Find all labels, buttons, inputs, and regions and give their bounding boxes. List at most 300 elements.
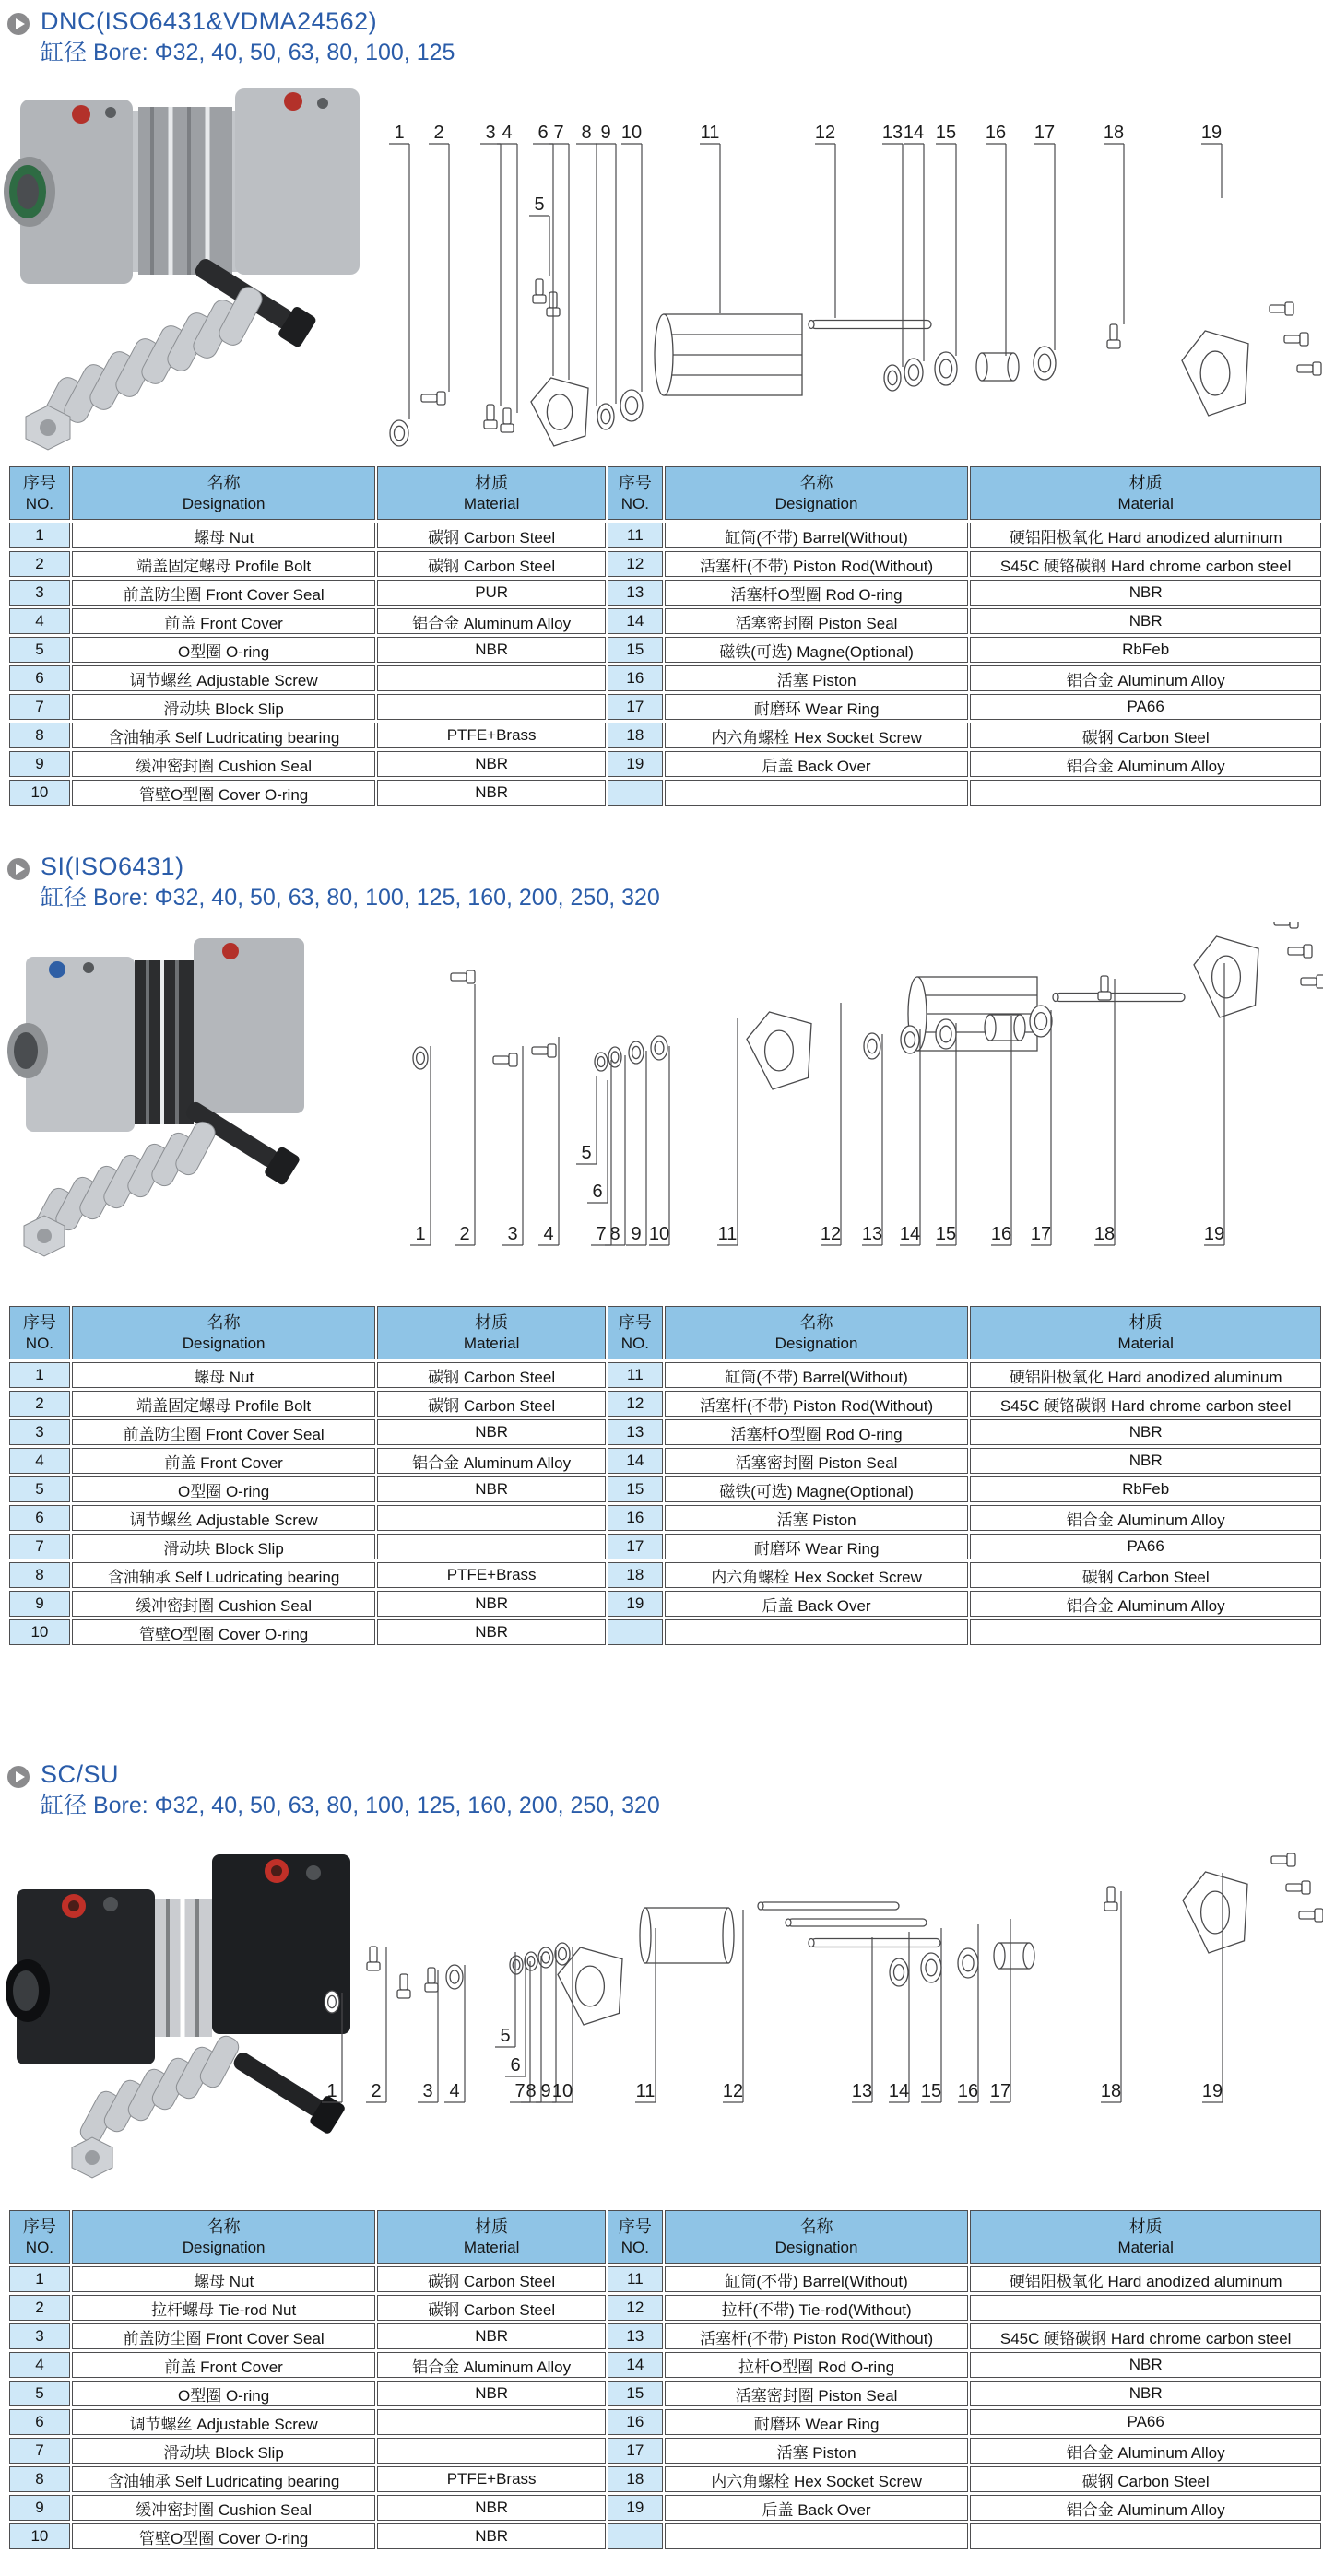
material-cell: 铝合金 Aluminum Alloy (377, 608, 606, 634)
material-cell: PTFE+Brass (377, 1562, 606, 1588)
designation-cell: O型圈 O-ring (72, 2381, 376, 2406)
material-cell: PTFE+Brass (377, 2466, 606, 2492)
designation-cell: 前盖 Front Cover (72, 1448, 376, 1474)
table-row (9, 751, 1321, 777)
exploded-diagram-scsu (322, 1853, 1323, 2102)
material-cell (377, 2409, 606, 2435)
row-number-cell: 9 (9, 2495, 70, 2521)
material-cell: 铝合金 Aluminum Alloy (377, 2352, 606, 2378)
callout-number: 5 (534, 194, 545, 215)
callout-number: 11 (635, 2081, 656, 2101)
row-number-cell: 16 (608, 665, 663, 691)
designation-cell: 端盖固定螺母 Profile Bolt (72, 1391, 376, 1417)
callout-number: 2 (371, 2081, 382, 2101)
material-cell: 碳钢 Carbon Steel (377, 551, 606, 577)
row-number-cell: 11 (608, 2266, 663, 2292)
material-cell: NBR (377, 2381, 606, 2406)
section-bore: 缸径 Bore: Φ32, 40, 50, 63, 80, 100, 125, 160, 200, 250, 320 (41, 1793, 660, 1819)
designation-cell: 管壁O型圈 Cover O-ring (72, 2523, 376, 2549)
row-number-cell: 16 (608, 1505, 663, 1531)
designation-cell: 活塞杆(不带) Piston Rod(Without) (665, 551, 969, 577)
material-cell: RbFeb (970, 1476, 1321, 1502)
row-number-cell: 8 (9, 1562, 70, 1588)
play-bullet-icon (7, 1766, 30, 1788)
material-cell (377, 1505, 606, 1531)
designation-cell: 管壁O型圈 Cover O-ring (72, 780, 376, 806)
section-header-scsu (7, 1760, 660, 1820)
header-label-cn: 名称 (799, 1313, 833, 1333)
row-number-cell: 19 (608, 751, 663, 777)
row-number-cell: 17 (608, 694, 663, 720)
material-cell: 硬铝阳极氧化 Hard anodized aluminum (970, 523, 1321, 548)
material-cell: 铝合金 Aluminum Alloy (970, 1505, 1321, 1531)
header-label-en: Designation (182, 2238, 266, 2256)
callout-number: 5 (581, 1143, 592, 1163)
material-cell: NBR (377, 1476, 606, 1502)
callout-number: 18 (1100, 2081, 1122, 2101)
exploded-diagram-si (410, 922, 1323, 1245)
callout-number: 8 (609, 1224, 620, 1244)
material-cell: NBR (970, 1419, 1321, 1445)
designation-cell: 活塞 Piston (665, 1505, 969, 1531)
callout-number: 10 (648, 1224, 670, 1244)
callout-number: 10 (620, 123, 643, 143)
figure-dnc (0, 65, 1323, 463)
header-label-cn: 材质 (475, 2217, 509, 2237)
product-photo-si (7, 938, 304, 1256)
row-number-cell: 2 (9, 2295, 70, 2321)
designation-cell: 调节螺丝 Adjustable Screw (72, 665, 376, 691)
designation-cell (665, 780, 969, 806)
row-number-cell: 5 (9, 1476, 70, 1502)
designation-cell: 含油轴承 Self Ludricating bearing (72, 1562, 376, 1588)
parts-table (7, 464, 1323, 808)
section-title: SI(ISO6431) (41, 853, 184, 880)
designation-header (72, 466, 376, 520)
designation-cell: 滑动块 Block Slip (72, 2438, 376, 2464)
header-label-en: NO. (620, 1334, 649, 1352)
table-row (9, 1476, 1321, 1502)
row-number-cell: 12 (608, 2295, 663, 2321)
row-number-cell: 12 (608, 551, 663, 577)
header-label-en: Material (463, 2238, 520, 2256)
row-number-cell: 3 (9, 2323, 70, 2349)
row-number-cell (608, 780, 663, 806)
designation-cell: 螺母 Nut (72, 2266, 376, 2292)
designation-cell: 活塞杆O型圈 Rod O-ring (665, 1419, 969, 1445)
section-title: SC/SU (41, 1760, 120, 1788)
callout-number: 13 (861, 1224, 883, 1244)
callout-number: 14 (899, 1224, 921, 1244)
designation-cell: 内六角螺栓 Hex Socket Screw (665, 723, 969, 748)
callout-number: 11 (700, 123, 720, 143)
header-label-cn: 材质 (1128, 1313, 1163, 1333)
material-cell: NBR (377, 637, 606, 663)
row-number-cell: 17 (608, 1534, 663, 1559)
table-row (9, 2323, 1321, 2349)
header-label-cn: 序号 (22, 2217, 56, 2237)
callout-number: 12 (814, 123, 836, 143)
designation-cell: 活塞 Piston (665, 665, 969, 691)
row-number-cell: 3 (9, 1419, 70, 1445)
callout-number: 12 (820, 1224, 842, 1244)
row-number-cell: 13 (608, 2323, 663, 2349)
row-number-cell: 1 (9, 1362, 70, 1388)
callout-number: 11 (717, 1224, 738, 1244)
callout-number: 10 (551, 2081, 573, 2101)
row-number-cell: 18 (608, 2466, 663, 2492)
header-label-en: NO. (620, 2238, 649, 2256)
header-label-en: Designation (774, 2238, 858, 2256)
callout-number: 4 (502, 123, 513, 143)
play-bullet-icon (7, 13, 30, 35)
callout-number: 4 (449, 2081, 460, 2101)
designation-cell: 缸筒(不带) Barrel(Without) (665, 2266, 969, 2292)
material-cell: PA66 (970, 2409, 1321, 2435)
header-label-cn: 名称 (207, 474, 241, 493)
table-row (9, 1505, 1321, 1531)
callout-number: 1 (394, 123, 405, 143)
table-row (9, 637, 1321, 663)
row-number-cell: 4 (9, 608, 70, 634)
header-label-cn: 序号 (22, 1313, 56, 1333)
callout-number: 4 (543, 1224, 554, 1244)
material-header (377, 1306, 606, 1359)
material-cell: NBR (377, 1419, 606, 1445)
designation-cell: O型圈 O-ring (72, 637, 376, 663)
section-bore: 缸径 Bore: Φ32, 40, 50, 63, 80, 100, 125 (41, 40, 455, 66)
row-number-cell: 9 (9, 751, 70, 777)
callout-number: 16 (985, 123, 1007, 143)
designation-cell: 含油轴承 Self Ludricating bearing (72, 2466, 376, 2492)
table-row (9, 2523, 1321, 2549)
no-header (9, 1306, 70, 1359)
material-cell: NBR (970, 2381, 1321, 2406)
row-number-cell: 2 (9, 1391, 70, 1417)
row-number-cell: 5 (9, 637, 70, 663)
header-label-en: NO. (25, 1334, 54, 1352)
row-number-cell: 1 (9, 523, 70, 548)
parts-table (7, 2207, 1323, 2552)
material-cell: NBR (377, 2495, 606, 2521)
callout-number: 7 (514, 2081, 526, 2101)
designation-cell: 活塞杆(不带) Piston Rod(Without) (665, 2323, 969, 2349)
callout-number: 2 (459, 1224, 470, 1244)
row-number-cell: 1 (9, 2266, 70, 2292)
header-label-cn: 材质 (475, 474, 509, 493)
callout-number: 8 (526, 2081, 537, 2101)
row-number-cell: 11 (608, 1362, 663, 1388)
table-row (9, 665, 1321, 691)
row-number-cell: 19 (608, 1591, 663, 1617)
callout-number: 17 (1030, 1224, 1052, 1244)
header-label-cn: 材质 (1128, 2217, 1163, 2237)
designation-cell: 缸筒(不带) Barrel(Without) (665, 1362, 969, 1388)
callout-number: 13 (881, 123, 904, 143)
callout-number: 17 (1034, 123, 1056, 143)
callout-number: 16 (990, 1224, 1012, 1244)
material-cell: 碳钢 Carbon Steel (970, 2466, 1321, 2492)
header-label-cn: 名称 (799, 2217, 833, 2237)
designation-cell: 活塞杆O型圈 Rod O-ring (665, 580, 969, 606)
row-number-cell: 7 (9, 694, 70, 720)
product-photo-dnc (4, 88, 360, 450)
callout-number: 6 (510, 2055, 521, 2076)
material-cell: RbFeb (970, 637, 1321, 663)
material-cell: S45C 硬铬碳钢 Hard chrome carbon steel (970, 2323, 1321, 2349)
table-row (9, 1391, 1321, 1417)
material-cell: 碳钢 Carbon Steel (377, 2295, 606, 2321)
row-number-cell (608, 2523, 663, 2549)
header-label-en: Designation (774, 494, 858, 512)
designation-cell: 后盖 Back Over (665, 1591, 969, 1617)
row-number-cell: 15 (608, 2381, 663, 2406)
designation-cell: 调节螺丝 Adjustable Screw (72, 1505, 376, 1531)
designation-cell: 螺母 Nut (72, 523, 376, 548)
header-label-en: Material (1117, 494, 1174, 512)
table-row (9, 2495, 1321, 2521)
designation-header (665, 2210, 969, 2264)
callout-number: 15 (935, 123, 957, 143)
table-row (9, 2409, 1321, 2435)
table-row (9, 1562, 1321, 1588)
callout-number: 19 (1200, 123, 1223, 143)
material-cell: NBR (377, 780, 606, 806)
table-row (9, 2438, 1321, 2464)
header-label-en: Material (1117, 1334, 1174, 1352)
material-header (970, 1306, 1321, 1359)
row-number-cell: 3 (9, 580, 70, 606)
material-cell (377, 665, 606, 691)
row-number-cell: 13 (608, 1419, 663, 1445)
designation-cell: O型圈 O-ring (72, 1476, 376, 1502)
material-cell: 硬铝阳极氧化 Hard anodized aluminum (970, 1362, 1321, 1388)
table-row (9, 2266, 1321, 2292)
material-header (970, 2210, 1321, 2264)
row-number-cell: 8 (9, 2466, 70, 2492)
row-number-cell: 6 (9, 1505, 70, 1531)
material-cell: 碳钢 Carbon Steel (377, 1391, 606, 1417)
row-number-cell (608, 1619, 663, 1645)
callout-number: 17 (989, 2081, 1011, 2101)
row-number-cell: 10 (9, 2523, 70, 2549)
callout-number: 3 (422, 2081, 433, 2101)
callout-number: 14 (903, 123, 925, 143)
row-number-cell: 6 (9, 665, 70, 691)
table-row (9, 1619, 1321, 1645)
designation-header (72, 1306, 376, 1359)
material-cell: 碳钢 Carbon Steel (377, 1362, 606, 1388)
table-row (9, 1362, 1321, 1388)
designation-cell: 前盖防尘圈 Front Cover Seal (72, 1419, 376, 1445)
section-title: DNC(ISO6431&VDMA24562) (41, 7, 378, 35)
row-number-cell: 12 (608, 1391, 663, 1417)
header-label-cn: 材质 (475, 1313, 509, 1333)
designation-cell (665, 1619, 969, 1645)
callout-number: 3 (507, 1224, 518, 1244)
row-number-cell: 15 (608, 637, 663, 663)
table-row (9, 1419, 1321, 1445)
table-row (9, 2295, 1321, 2321)
material-cell: 铝合金 Aluminum Alloy (377, 1448, 606, 1474)
designation-cell: 滑动块 Block Slip (72, 1534, 376, 1559)
material-cell: PTFE+Brass (377, 723, 606, 748)
row-number-cell: 15 (608, 1476, 663, 1502)
designation-cell: 含油轴承 Self Ludricating bearing (72, 723, 376, 748)
material-cell (377, 1534, 606, 1559)
material-cell: PA66 (970, 1534, 1321, 1559)
no-header (608, 466, 663, 520)
designation-cell: 后盖 Back Over (665, 2495, 969, 2521)
designation-cell: 缸筒(不带) Barrel(Without) (665, 523, 969, 548)
header-label-cn: 名称 (207, 1313, 241, 1333)
exploded-diagram-dnc (389, 123, 1321, 446)
section-header-dnc (7, 7, 455, 67)
designation-cell: 滑动块 Block Slip (72, 694, 376, 720)
row-number-cell: 13 (608, 580, 663, 606)
designation-cell: 耐磨环 Wear Ring (665, 694, 969, 720)
designation-header (72, 2210, 376, 2264)
callout-number: 2 (433, 123, 444, 143)
table-row (9, 723, 1321, 748)
header-label-en: Designation (182, 494, 266, 512)
material-header (377, 2210, 606, 2264)
designation-cell: 拉杆(不带) Tie-rod(Without) (665, 2295, 969, 2321)
row-number-cell: 16 (608, 2409, 663, 2435)
row-number-cell: 2 (9, 551, 70, 577)
callout-number: 5 (500, 2026, 511, 2046)
row-number-cell: 10 (9, 1619, 70, 1645)
no-header (608, 1306, 663, 1359)
callout-number: 15 (935, 1224, 957, 1244)
parts-table (7, 1303, 1323, 1648)
row-number-cell: 4 (9, 1448, 70, 1474)
designation-cell: 螺母 Nut (72, 1362, 376, 1388)
designation-cell: 拉杆螺母 Tie-rod Nut (72, 2295, 376, 2321)
material-cell: 铝合金 Aluminum Alloy (970, 1591, 1321, 1617)
material-cell (377, 694, 606, 720)
material-cell: 铝合金 Aluminum Alloy (970, 2495, 1321, 2521)
row-number-cell: 18 (608, 723, 663, 748)
material-cell: PA66 (970, 694, 1321, 720)
designation-cell: 缓冲密封圈 Cushion Seal (72, 751, 376, 777)
designation-cell: 后盖 Back Over (665, 751, 969, 777)
material-cell: 铝合金 Aluminum Alloy (970, 665, 1321, 691)
row-number-cell: 14 (608, 2352, 663, 2378)
row-number-cell: 7 (9, 1534, 70, 1559)
material-cell: S45C 硬铬碳钢 Hard chrome carbon steel (970, 551, 1321, 577)
designation-cell: 缓冲密封圈 Cushion Seal (72, 2495, 376, 2521)
callout-number: 19 (1201, 2081, 1223, 2101)
header-label-en: NO. (25, 2238, 54, 2256)
designation-cell: 磁铁(可选) Magne(Optional) (665, 637, 969, 663)
header-label-cn: 序号 (618, 474, 652, 493)
callout-number: 16 (957, 2081, 979, 2101)
designation-cell: 磁铁(可选) Magne(Optional) (665, 1476, 969, 1502)
play-bullet-icon (7, 858, 30, 880)
material-cell: 铝合金 Aluminum Alloy (970, 751, 1321, 777)
designation-cell: 活塞密封圈 Piston Seal (665, 1448, 969, 1474)
callout-number: 19 (1203, 1224, 1225, 1244)
designation-cell: 内六角螺栓 Hex Socket Screw (665, 1562, 969, 1588)
material-header (377, 466, 606, 520)
material-cell: NBR (970, 2352, 1321, 2378)
material-cell: 碳钢 Carbon Steel (377, 2266, 606, 2292)
designation-cell: 耐磨环 Wear Ring (665, 2409, 969, 2435)
row-number-cell: 10 (9, 780, 70, 806)
no-header (9, 466, 70, 520)
header-label-en: Material (463, 494, 520, 512)
material-cell (970, 2523, 1321, 2549)
row-number-cell: 5 (9, 2381, 70, 2406)
callout-number: 18 (1103, 123, 1125, 143)
callout-number: 9 (540, 2081, 551, 2101)
designation-cell: 调节螺丝 Adjustable Screw (72, 2409, 376, 2435)
material-cell: NBR (377, 1591, 606, 1617)
header-label-cn: 序号 (618, 2217, 652, 2237)
figure-si (0, 922, 1323, 1300)
table-row (9, 2352, 1321, 2378)
table-row (9, 2381, 1321, 2406)
material-cell: 碳钢 Carbon Steel (970, 723, 1321, 748)
material-cell (970, 780, 1321, 806)
callout-number: 1 (415, 1224, 426, 1244)
material-cell: S45C 硬铬碳钢 Hard chrome carbon steel (970, 1391, 1321, 1417)
row-number-cell: 18 (608, 1562, 663, 1588)
header-label-en: Material (1117, 2238, 1174, 2256)
callout-number: 1 (326, 2081, 337, 2101)
material-cell: 碳钢 Carbon Steel (970, 1562, 1321, 1588)
callout-number: 15 (920, 2081, 942, 2101)
no-header (9, 2210, 70, 2264)
designation-cell (665, 2523, 969, 2549)
callout-number: 7 (596, 1224, 607, 1244)
callout-number: 8 (581, 123, 592, 143)
designation-cell: 管壁O型圈 Cover O-ring (72, 1619, 376, 1645)
designation-cell: 内六角螺栓 Hex Socket Screw (665, 2466, 969, 2492)
callout-number: 6 (537, 123, 549, 143)
header-label-en: Designation (774, 1334, 858, 1352)
material-cell (970, 2295, 1321, 2321)
material-cell: NBR (377, 751, 606, 777)
material-cell (377, 2438, 606, 2464)
designation-header (665, 466, 969, 520)
row-number-cell: 7 (9, 2438, 70, 2464)
table-row (9, 694, 1321, 720)
product-photo-scsu (6, 1854, 350, 2178)
callout-number: 18 (1093, 1224, 1116, 1244)
section-bore: 缸径 Bore: Φ32, 40, 50, 63, 80, 100, 125, 160, 200, 250, 320 (41, 885, 660, 912)
table-row (9, 580, 1321, 606)
material-cell: PUR (377, 580, 606, 606)
material-cell: 铝合金 Aluminum Alloy (970, 2438, 1321, 2464)
designation-cell: 前盖防尘圈 Front Cover Seal (72, 580, 376, 606)
material-cell: 硬铝阳极氧化 Hard anodized aluminum (970, 2266, 1321, 2292)
row-number-cell: 6 (9, 2409, 70, 2435)
section-header-si (7, 853, 660, 912)
header-label-en: Designation (182, 1334, 266, 1352)
row-number-cell: 17 (608, 2438, 663, 2464)
table-row (9, 608, 1321, 634)
material-header (970, 466, 1321, 520)
designation-cell: 活塞杆(不带) Piston Rod(Without) (665, 1391, 969, 1417)
table-row (9, 1591, 1321, 1617)
designation-cell: 活塞密封圈 Piston Seal (665, 2381, 969, 2406)
header-label-cn: 名称 (207, 2217, 241, 2237)
designation-cell: 活塞密封圈 Piston Seal (665, 608, 969, 634)
designation-cell: 活塞 Piston (665, 2438, 969, 2464)
table-row (9, 551, 1321, 577)
